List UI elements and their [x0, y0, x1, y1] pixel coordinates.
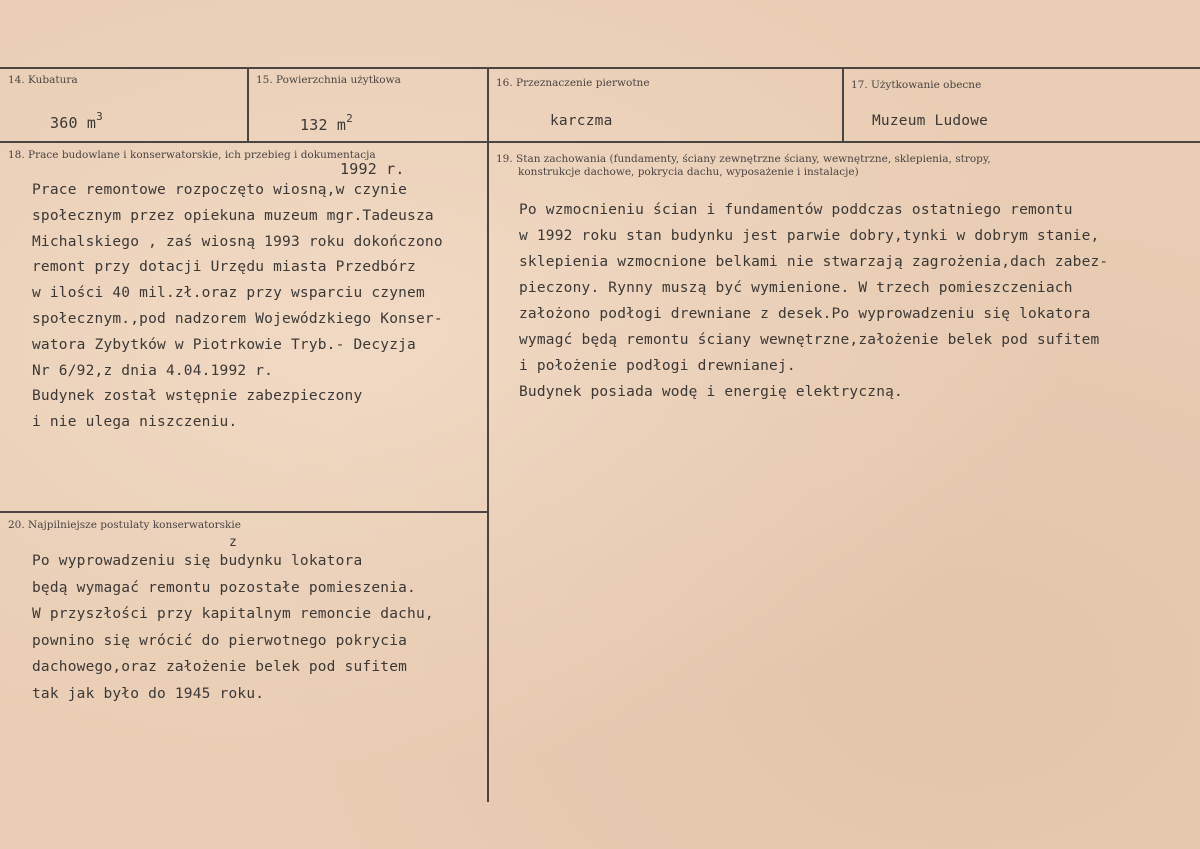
field-15-label: 15. Powierzchnia użytkowa [256, 74, 401, 86]
divider-15-16 [487, 67, 489, 802]
section-18-line: Michalskiego , zaś wiosną 1993 roku dokończono [32, 233, 443, 250]
field-15-value [300, 114, 353, 134]
section-19-label: 19. Stan zachowania (fundamenty, ściany zewnętrzne ściany, wewnętrzne, sklepienia, stropy, [496, 153, 991, 165]
section-18-line: Nr 6/92,z dnia 4.04.1992 r. [32, 362, 274, 379]
divider-14-15 [247, 67, 249, 143]
field-15-unit-power: 2 [346, 112, 353, 125]
section-20-line: będą wymagać remontu pozostałe pomieszenia. [32, 579, 416, 596]
section-18-line: Budynek został wstępnie zabezpieczony [32, 388, 363, 405]
field-14-label: 14. Kubatura [8, 74, 78, 86]
section-20-line: tak jak było do 1945 roku. [32, 685, 265, 702]
section-18-label: 18. Prace budowlane i konserwatorskie, ich przebieg i dokumentacja [8, 149, 376, 161]
section-19-text [519, 197, 1108, 405]
section-19-line: Po wzmocnieniu ścian i fundamentów poddczas ostatniego remontu [519, 202, 1073, 218]
section-18-line: watora Zybytków w Piotrkowie Tryb.- Decyzja [32, 336, 416, 353]
section-18-line: w ilości 40 mil.zł.oraz przy wsparciu czynem [32, 285, 425, 302]
field-17-label: 17. Użytkowanie obecne [851, 79, 982, 91]
section18-bottom-rule [0, 511, 488, 513]
section-20-line: dachowego,oraz założenie belek pod sufitem [32, 659, 408, 675]
field-16-label: 16. Przeznaczenie pierwotne [496, 77, 650, 89]
section-19-label-continued: konstrukcje dachowe, pokrycia dachu, wyposażenie i instalacje) [518, 166, 859, 178]
field-15-number: 132 m [300, 116, 347, 134]
section-19-line: w 1992 roku stan budynku jest parwie dobry,tynki w dobrym stanie, [519, 228, 1100, 244]
section-18-line: społecznym.,pod nadzorem Wojewódzkiego Konser- [32, 310, 443, 327]
section-19-line: założono podłogi drewniane z desek.Po wyprowadzeniu się lokatora [519, 306, 1091, 322]
field-16-value: karczma [550, 113, 613, 129]
section-18-line: remont przy dotacji Urzędu miasta Przedbórz [32, 259, 416, 276]
section-19-line: i położenie podłogi drewnianej. [519, 358, 796, 374]
section-20-line: W przyszłości przy kapitalnym remoncie dachu, [32, 606, 434, 622]
section-20-text [32, 548, 434, 707]
section-18-inserted-year: 1992 r. [340, 160, 405, 178]
section-18-line: Prace remontowe rozpoczęto wiosną,w czynie [32, 182, 408, 198]
field-14-number: 360 m [50, 114, 97, 132]
fields-bottom-rule [0, 141, 1200, 143]
section-19-line: sklepienia wzmocnione belkami nie stwarzają zagrożenia,dach zabez- [519, 254, 1109, 270]
top-rule [0, 67, 1200, 69]
section-20-line: pownino się wrócić do pierwotnego pokrycia [32, 632, 408, 649]
section-20-inserted-z: z [229, 535, 238, 550]
section-19-line: wymagć będą remontu ściany wewnętrzne,założenie belek pod sufitem [519, 332, 1100, 348]
divider-16-17 [842, 67, 844, 143]
field-17-value: Muzeum Ludowe [872, 113, 989, 129]
section-18-line: społecznym przez opiekuna muzeum mgr.Tadeusza [32, 207, 434, 224]
section-18-line: i nie ulega niszczeniu. [32, 414, 238, 431]
section-20-label: 20. Najpilniejsze postulaty konserwatorskie [8, 519, 241, 531]
section-19-line: Budynek posiada wodę i energię elektryczną. [519, 384, 903, 400]
section-18-text [32, 178, 443, 436]
field-14-unit-power: 3 [96, 110, 103, 123]
section-19-line: pieczony. Rynny muszą być wymienione. W trzech pomieszczeniach [519, 280, 1073, 296]
field-14-value [50, 112, 103, 132]
section-20-line: Po wyprowadzeniu się budynku lokatora [32, 553, 363, 569]
